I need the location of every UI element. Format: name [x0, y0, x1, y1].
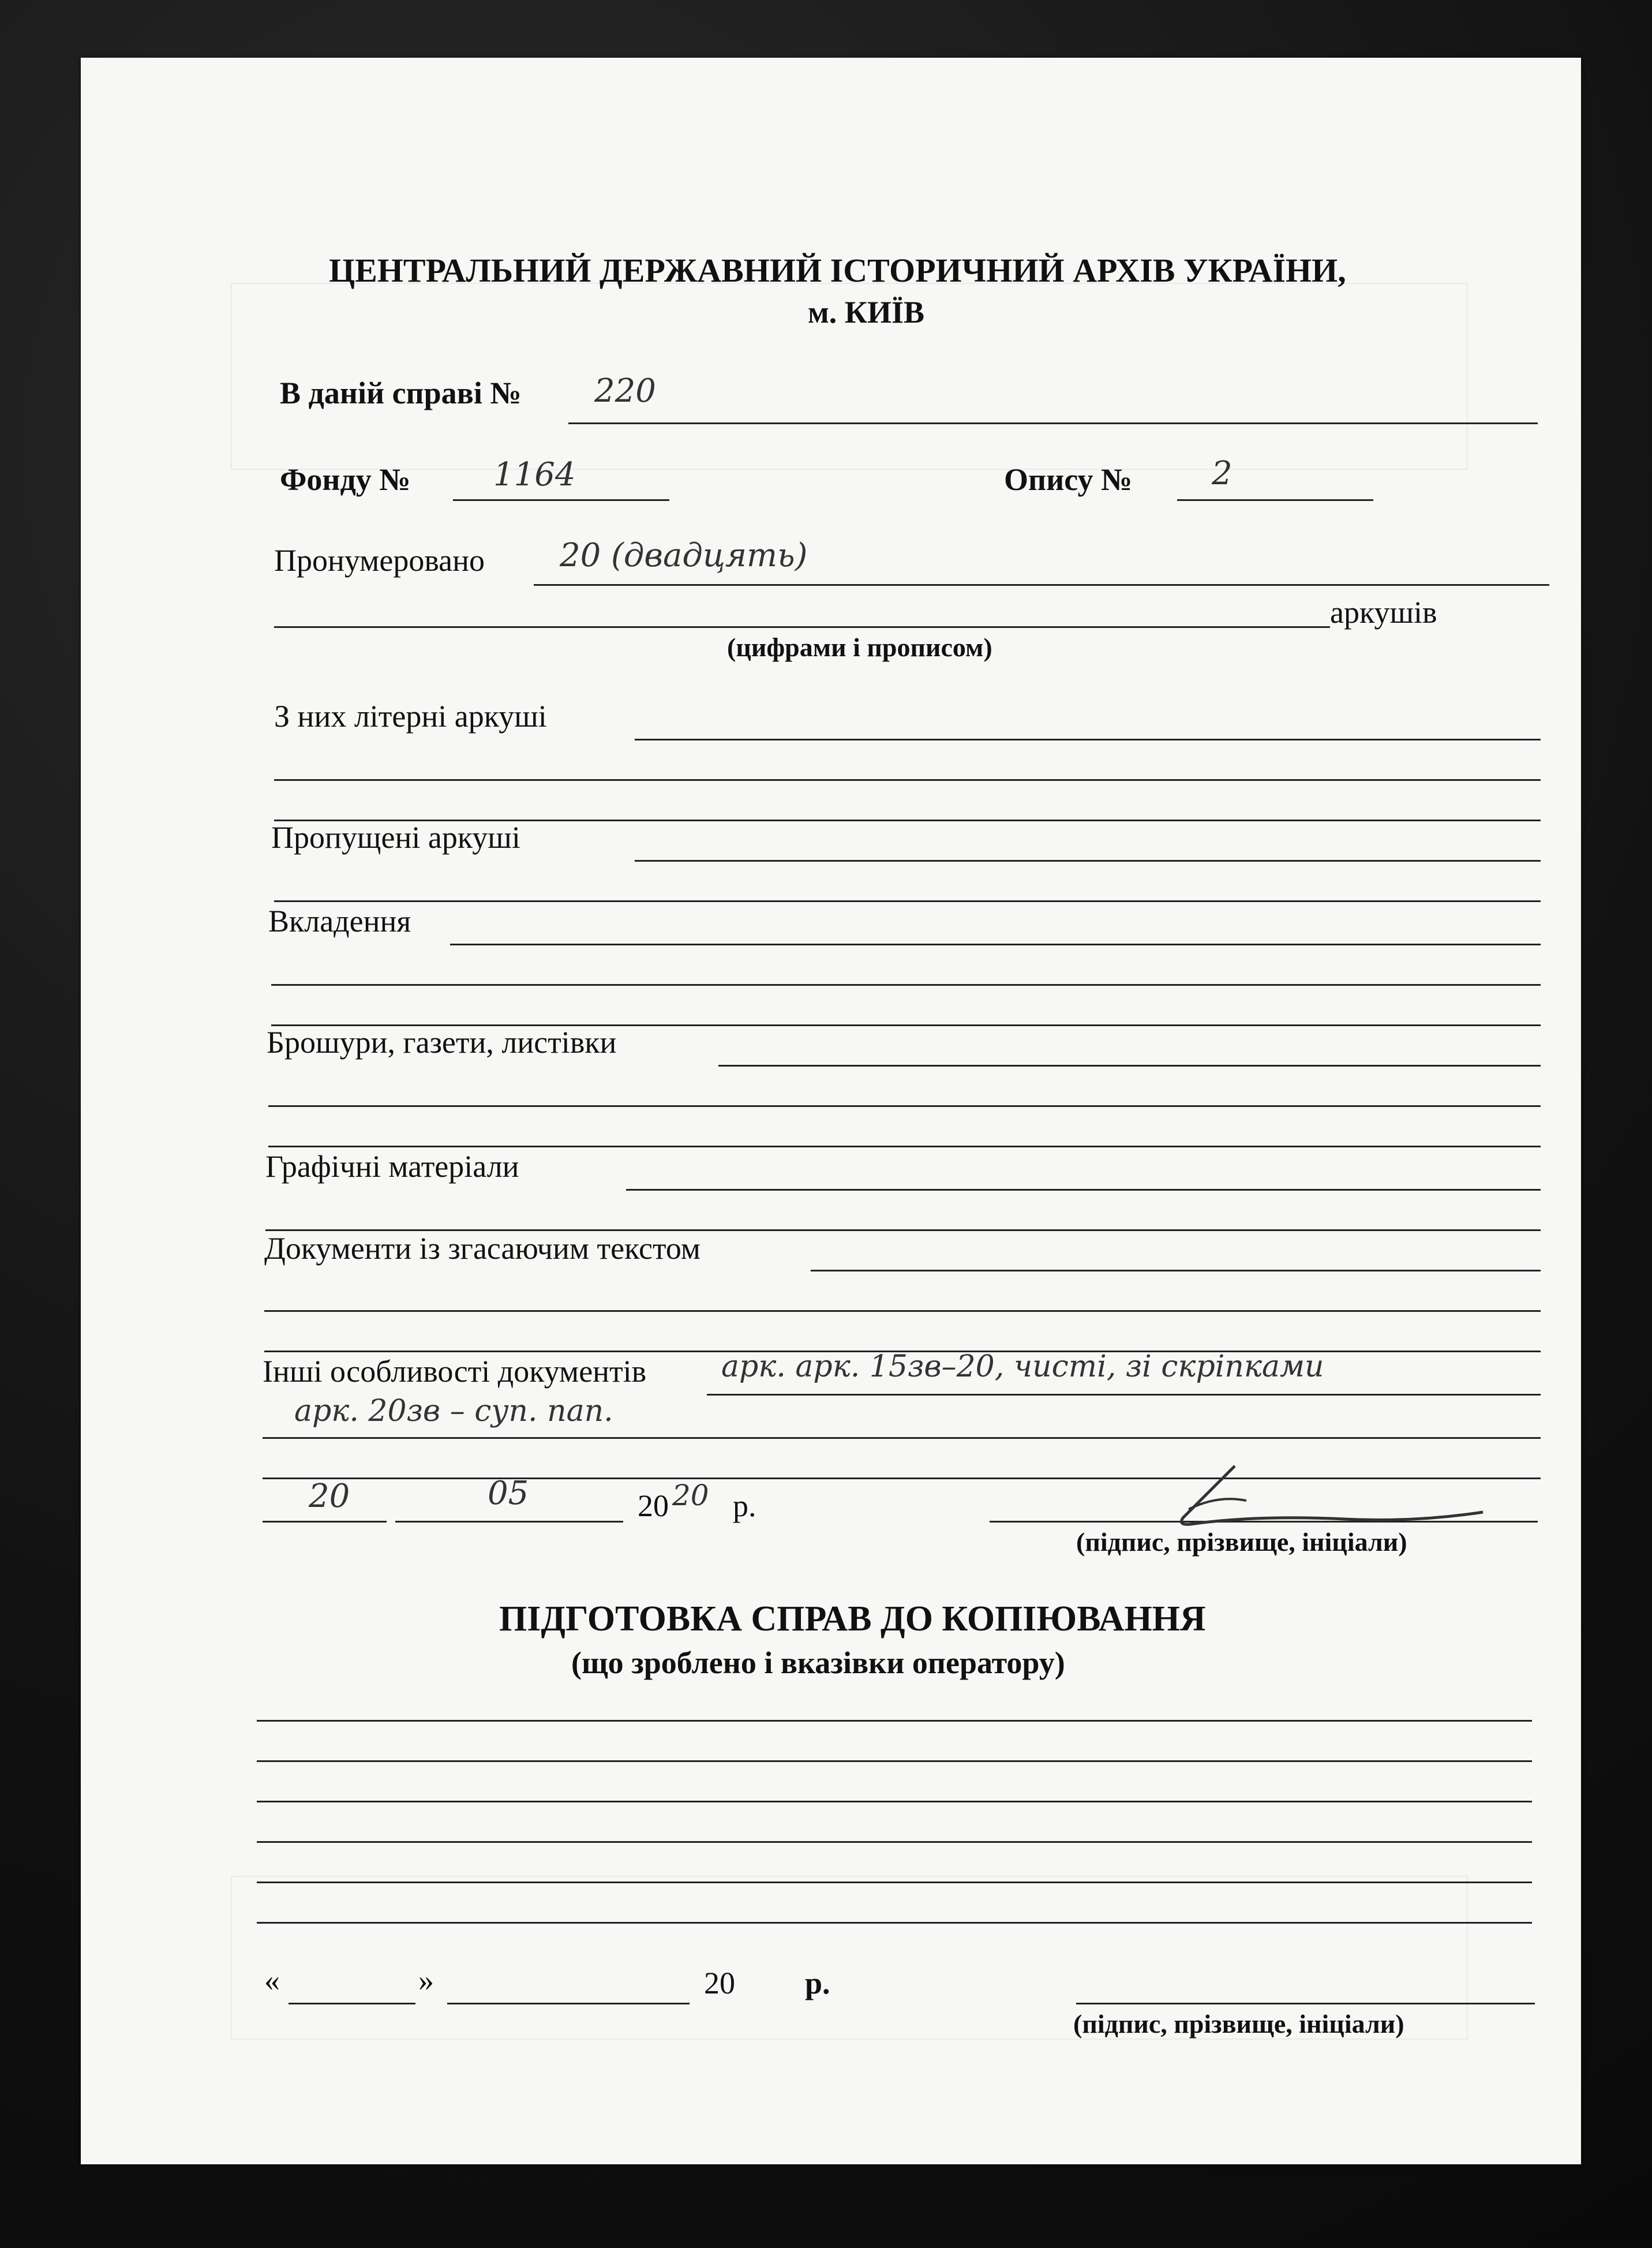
other-value-1[interactable]: арк. арк. 15зв–20, чисті, зі скріпками: [721, 1349, 1324, 1384]
skipped-sheets-line-2: [274, 900, 1541, 902]
section2-line-2: [257, 1760, 1532, 1762]
section2-year-prefix: 20: [704, 1966, 735, 2000]
signature-mark: [1171, 1454, 1494, 1535]
date-year-prefix: 20: [638, 1488, 669, 1523]
fond-line: [453, 499, 669, 501]
numbered-line: [534, 584, 1549, 586]
fond-label: Фонду №: [280, 462, 411, 497]
date-day-line: [263, 1521, 387, 1523]
section2-line-1: [257, 1720, 1532, 1722]
fading-label: Документи із згасаючим текстом: [264, 1231, 700, 1266]
letter-sheets-line: [635, 739, 1541, 740]
letter-sheets-line-2: [274, 779, 1541, 781]
opys-label: Опису №: [1004, 462, 1133, 497]
date-month-line: [395, 1521, 623, 1523]
date-suffix: р.: [733, 1488, 756, 1523]
other-value-2[interactable]: арк. 20зв – суп. пап.: [294, 1394, 613, 1428]
brochures-line: [718, 1065, 1541, 1067]
date-month[interactable]: 05: [488, 1475, 529, 1512]
section2-line-5: [257, 1882, 1532, 1883]
section2-year-suffix: р.: [805, 1966, 830, 2000]
numbered-label: Пронумеровано: [274, 543, 485, 578]
graphics-label: Графічні матеріали: [265, 1149, 519, 1184]
skipped-sheets-label: Пропущені аркуші: [271, 820, 520, 855]
archive-city: м. КИЇВ: [808, 295, 924, 330]
attachments-label: Вкладення: [268, 904, 411, 938]
case-line: [568, 422, 1538, 424]
opys-line: [1177, 499, 1373, 501]
numbered-value[interactable]: 20 (двадцять): [560, 537, 808, 574]
graphics-line: [626, 1189, 1541, 1191]
section2-line-4: [257, 1841, 1532, 1843]
numbered-hint: (цифрами і прописом): [727, 633, 992, 662]
case-value[interactable]: 220: [594, 372, 656, 410]
numbered-line-2: [274, 626, 1330, 628]
skipped-sheets-line: [635, 860, 1541, 862]
brochures-label: Брошури, газети, листівки: [267, 1025, 617, 1060]
section2-subtitle: (що зроблено і вказівки оператору): [571, 1645, 1065, 1680]
section2-quote-close: »: [418, 1963, 434, 1998]
brochures-line-2: [268, 1105, 1541, 1107]
letter-sheets-label: З них літерні аркуші: [274, 699, 547, 734]
opys-value[interactable]: 2: [1212, 455, 1233, 492]
section2-month-line: [447, 2003, 690, 2004]
section2-line-3: [257, 1801, 1532, 1802]
document-sheet: [81, 58, 1581, 2164]
section2-day-line: [289, 2003, 415, 2004]
attachments-line: [450, 944, 1541, 945]
section2-signature-line: [1076, 2003, 1535, 2004]
date-year-suffix[interactable]: 20: [672, 1479, 709, 1512]
fond-value[interactable]: 1164: [493, 456, 576, 493]
section2-signature-hint: (підпис, прізвище, ініціали): [1073, 2009, 1404, 2038]
section2-line-6: [257, 1922, 1532, 1924]
other-line: [707, 1394, 1541, 1396]
fading-line-2: [264, 1310, 1541, 1312]
other-line-2: [263, 1437, 1541, 1439]
date-day[interactable]: 20: [309, 1478, 350, 1515]
section2-title: ПІДГОТОВКА СПРАВ ДО КОПІЮВАННЯ: [499, 1599, 1206, 1639]
section2-quote-open: «: [264, 1963, 280, 1998]
brochures-line-3: [268, 1146, 1541, 1147]
sheets-label: аркушів: [1330, 595, 1437, 630]
fading-line: [811, 1270, 1541, 1271]
attachments-line-2: [271, 984, 1541, 986]
archive-title: ЦЕНТРАЛЬНИЙ ДЕРЖАВНИЙ ІСТОРИЧНИЙ АРХІВ УКРАЇНИ,: [329, 252, 1346, 289]
signature-hint: (підпис, прізвище, ініціали): [1076, 1527, 1407, 1557]
other-label: Інші особливості документів: [263, 1354, 647, 1389]
case-label: В даній справі №: [280, 376, 522, 410]
